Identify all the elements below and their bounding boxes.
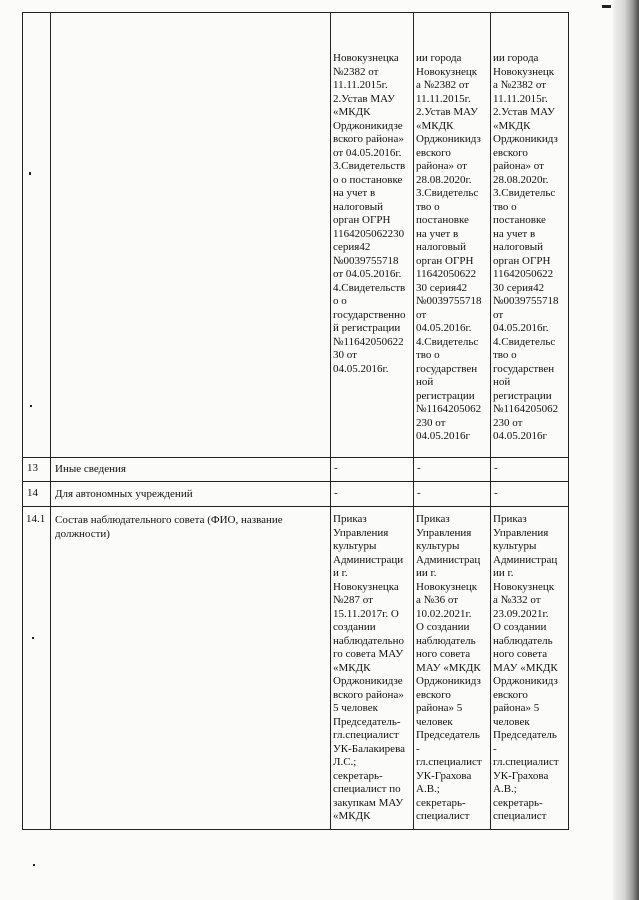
value-cell-col2: - — [417, 462, 421, 474]
row-divider — [22, 481, 569, 482]
row-number: 14 — [27, 487, 38, 499]
table-border-left — [22, 12, 23, 830]
value-cell-col2: Приказ Управления культуры Администрац ии г. Новокузнецк а №36 от 10.02.2021г. О создании наблюдатель ного совета МАУ «МКДК Орджоникидз евского района» 5 человек Председатель - гл.специалист УК-Грахова А.В.; секретарь- специалист — [416, 513, 482, 822]
column-divider — [490, 12, 491, 830]
value-cell-col1: Новокузнецка №2382 от 11.11.2015г. 2.Устав МАУ «МКДК Орджоникидзе вского района» от 04.05.2016г. 3.Свидетельств о о постановке на учет в налоговый орган ОГРН 1164205062230 серия42 №0039755718 от 04.05.2016г. 4.Свидетельств о о государственно й регистрации №11642050622 30 от 04.05.2016г. — [333, 52, 406, 375]
value-cell-col2: - — [417, 487, 421, 499]
row-divider — [22, 506, 569, 507]
value-cell-col3: Приказ Управления культуры Администрац ии г. Новокузнецк а №332 от 23.09.2021г. О создании наблюдатель ного совета МАУ «МКДК Орджоникидз евского района» 5 человек Председатель - гл.специалист УК-Грахова А.В.; секретарь- специалист — [493, 513, 559, 822]
column-divider — [330, 12, 331, 830]
row-label: Иные сведения — [55, 463, 126, 475]
column-divider — [413, 12, 414, 830]
column-divider — [50, 12, 51, 830]
table-border-bottom — [22, 829, 569, 830]
row-label: Состав наблюдательного совета (ФИО, название должности) — [55, 514, 283, 540]
value-cell-col3: ии города Новокузнецк а №2382 от 11.11.2015г. 2.Устав МАУ «МКДК Орджоникидз евского района» от 28.08.2020г. 3.Свидетельс тво о постановке на учет в налоговый орган ОГРН 11642050622 30 серия42 №0039755718 от 04.05.2016г. 4.Свидетельс тво о государствен ной регистрации №1164205062 230 от 04.05.2016г — [493, 52, 559, 442]
row-divider — [22, 457, 569, 458]
table-border-top — [22, 12, 569, 13]
value-cell-col1: Приказ Управления культуры Администраци и г. Новокузнецка №287 от 15.11.2017г. О создании наблюдательно го совета МАУ «МКДК Орджоникидзе вского района» 5 человек Председатель- гл.специалист УК-Балакирева Л.С.; секретарь- специалист по закупкам МАУ «МКДК — [333, 513, 405, 822]
value-cell-col1: - — [334, 462, 338, 474]
value-cell-col3: - — [494, 487, 498, 499]
table-border-right — [568, 12, 569, 830]
row-number: 14.1 — [26, 513, 46, 525]
value-cell-col1: - — [334, 487, 338, 499]
value-cell-col2: ии города Новокузнецк а №2382 от 11.11.2015г. 2.Устав МАУ «МКДК Орджоникидз евского района» от 28.08.2020г. 3.Свидетельс тво о постановке на учет в налоговый орган ОГРН 11642050622 30 серия42 №0039755718 от 04.05.2016г. 4.Свидетельс тво о государствен ной регистрации №1164205062 230 от 04.05.2016г — [416, 52, 482, 442]
row-label: Для автономных учреждений — [55, 488, 193, 500]
row-number: 13 — [27, 462, 38, 474]
value-cell-col3: - — [494, 462, 498, 474]
